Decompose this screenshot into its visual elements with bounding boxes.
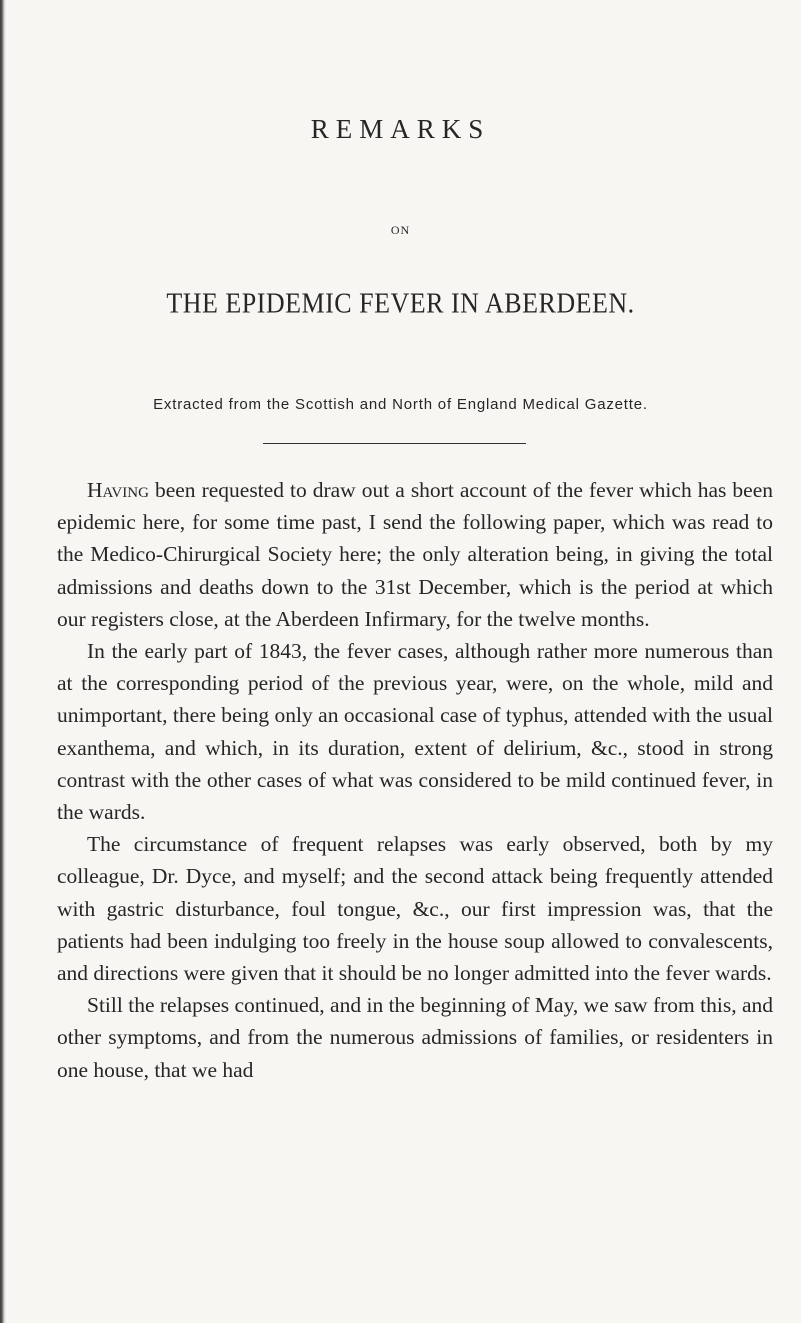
paragraph-1-lead: Having (87, 478, 149, 502)
page-binding-edge (0, 0, 6, 1323)
body-text (57, 474, 773, 1086)
paragraph-1-text: been requested to draw out a short account of the fever which has been epidemic here, for some time past, I send the following paper, which was read to the Medico-Chirurgical Society here; the only alteration being, in giving the total admissions and deaths down to the 31st December, which is the period at which our registers close, at the Aberdeen Infirmary, for the twelve months. (57, 478, 773, 631)
paragraph-4: Still the relapses continued, and in the beginning of May, we saw from this, and other symptoms, and from the numerous admissions of families, or residenters in one house, that we had (57, 993, 773, 1082)
paragraph-3: The circumstance of frequent relapses was early observed, both by my colleague, Dr. Dyce, and myself; and the second attack being frequently attended with gastric disturbance, foul tongue, &c., our first impression was, that the patients had been indulging too freely in the house soup allowed to convalescents, and directions were given that it should be no longer admitted into the fever wards. (57, 832, 773, 986)
document-subtitle: THE EPIDEMIC FEVER IN ABERDEEN. (166, 287, 635, 320)
document-title: REMARKS (310, 114, 491, 144)
separator-rule (263, 443, 526, 444)
title-connector: ON (390, 223, 411, 237)
paragraph-2: In the early part of 1843, the fever cases, although rather more numerous than at the corresponding period of the previous year, were, on the whole, mild and unimportant, there being only an occasional case of typhus, attended with the usual exanthema, and which, in its duration, extent of delirium, &c., stood in strong contrast with the other cases of what was considered to be mild continued fever, in the wards. (57, 639, 773, 825)
source-note: Extracted from the Scottish and North of England Medical Gazette. (153, 396, 648, 413)
paragraph-1 (57, 474, 773, 635)
